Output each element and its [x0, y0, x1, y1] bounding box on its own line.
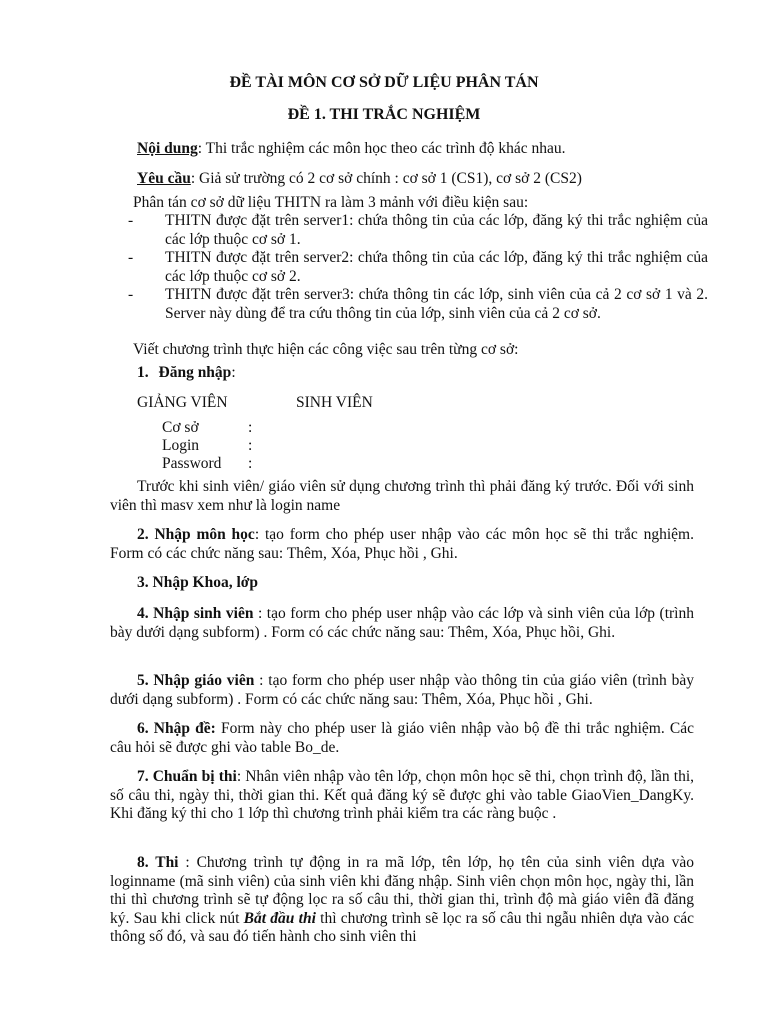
bullet-server1: THITN được đặt trên server1: chứa thông tin của các lớp, đăng ký thi trắc nghiệm của các lớp thuộc cơ sở 1.	[165, 212, 708, 248]
item-label: 3. Nhập Khoa, lớp	[137, 574, 258, 591]
item-text: : Nhân viên nhập vào tên lớp, chọn môn học sẽ thi, chọn trình độ, lần thi, số câu thi, ngày thi, thời gian thi. Kết quả đăng ký sẽ được ghi vào table GiaoVien_DangKy. Khi đăng ký thi cho 1 lớp thì chương trình phải kiểm tra các ràng buộc .	[110, 768, 695, 822]
field-label-coso: Cơ sở	[162, 419, 199, 436]
item-nhap-de	[110, 720, 694, 757]
bat-dau-thi-button-text: Bắt đầu thi	[243, 909, 316, 927]
bullet-server2: THITN được đặt trên server2: chứa thông tin của các lớp, đăng ký thi trắc nghiệm của các lớp thuộc cơ sở 2.	[165, 249, 708, 285]
yeucau-text: : Giả sử trường có 2 cơ sở chính : cơ sở 1 (CS1), cơ sở 2 (CS2)	[190, 170, 582, 187]
field-label-login: Login	[162, 437, 200, 454]
dangnhap-number: 1.	[137, 364, 149, 381]
item-label: 8. Thi	[137, 854, 179, 871]
document-subtitle: ĐỀ 1. THI TRẮC NGHIỆM	[287, 106, 481, 123]
item-text: : tạo form cho phép user nhập vào các lớp và sinh viên của lớp (trình bày dưới dạng subform) . Form có các chức năng sau: Thêm, Xóa, Phục hồi, Ghi.	[110, 605, 694, 641]
item-thi	[110, 854, 694, 947]
dangnhap-label: Đăng nhập	[158, 364, 232, 381]
bullet-dash-1: -	[128, 212, 134, 229]
item-text: : tạo form cho phép user nhập vào thông tin của giáo viên (trình bày dưới dạng subform) . Form có các chức năng sau: Thêm, Xóa, Phục hồi , Ghi.	[110, 672, 694, 708]
item-label: 4. Nhập sinh viên	[137, 605, 254, 622]
item-text: : tạo form cho phép user nhập vào các môn học sẽ thi trắc nghiệm. Form có các chức năng sau: Thêm, Xóa, Phục hồi , Ghi.	[110, 526, 694, 562]
item-text-b: thì chương trình sẽ lọc ra số câu thi ngẫu nhiên dựa vào các thông số đó, và sau đó tiến hành cho sinh viên thi	[110, 909, 694, 945]
item-label: 2. Nhập môn học	[137, 526, 255, 543]
noidung-text: : Thi trắc nghiệm các môn học theo các trình độ khác nhau.	[197, 140, 566, 157]
field-label-password: Password	[162, 455, 222, 472]
item-text: Form này cho phép user là giáo viên nhập vào bộ đề thi trắc nghiệm. Các câu hỏi sẽ được ghi vào table Bo_de.	[110, 720, 694, 756]
item-nhap-mon-hoc	[110, 526, 694, 563]
bullet-dash-2: -	[128, 249, 134, 266]
noidung-paragraph	[137, 139, 565, 158]
item-nhap-sinh-vien	[110, 605, 694, 642]
field-colon-login: :	[248, 437, 253, 454]
noidung-label: Nội dung	[137, 140, 198, 157]
field-colon-coso: :	[248, 419, 253, 436]
document-title: ĐỀ TÀI MÔN CƠ SỞ DỮ LIỆU PHÂN TÁN	[229, 74, 539, 91]
role-sinhvien: SINH VIÊN	[296, 394, 373, 411]
bullet-dash-3: -	[128, 286, 134, 303]
item-label: 6. Nhập đề:	[137, 720, 216, 737]
item-label: 5. Nhập giáo viên	[137, 672, 255, 689]
truockhi-paragraph: Trước khi sinh viên/ giáo viên sử dụng chương trình thì phải đăng ký trước. Đối với sinh viên thì masv xem như là login name	[110, 478, 694, 514]
dangnhap-heading	[137, 363, 236, 382]
yeucau-paragraph	[137, 169, 582, 188]
item-nhap-giao-vien	[110, 672, 694, 709]
bullet-server3: THITN được đặt trên server3: chứa thông tin các lớp, sinh viên của cả 2 cơ sở 1 và 2. Server này dùng để tra cứu thông tin của lớp, sinh viên của cả 2 cơ sở.	[165, 286, 708, 322]
field-colon-password: :	[248, 455, 253, 472]
viet-intro: Viết chương trình thực hiện các công việc sau trên từng cơ sở:	[133, 341, 519, 358]
yeucau-label: Yêu cầu	[137, 170, 191, 187]
item-label: 7. Chuẩn bị thi	[137, 768, 237, 785]
role-giangvien: GIẢNG VIÊN	[137, 394, 228, 411]
phantan-intro: Phân tán cơ sở dữ liệu THITN ra làm 3 mảnh với điều kiện sau:	[133, 194, 529, 211]
item-nhap-khoa-lop	[110, 574, 694, 593]
item-text-a: : Chương trình tự động in ra mã lớp, tên lớp, họ tên của sinh viên dựa vào loginname (mã sinh viên) của sinh viên khi đăng nhập. Sinh viên chọn môn học, ngày thi, lần thi thì chương trình sẽ tự động lọc ra số câu thi, thời gian thi, trình độ mà giáo viên đã đăng ký. Sau khi click nút	[110, 854, 694, 927]
item-chuan-bi-thi	[110, 768, 694, 824]
dangnhap-colon: :	[231, 364, 236, 381]
